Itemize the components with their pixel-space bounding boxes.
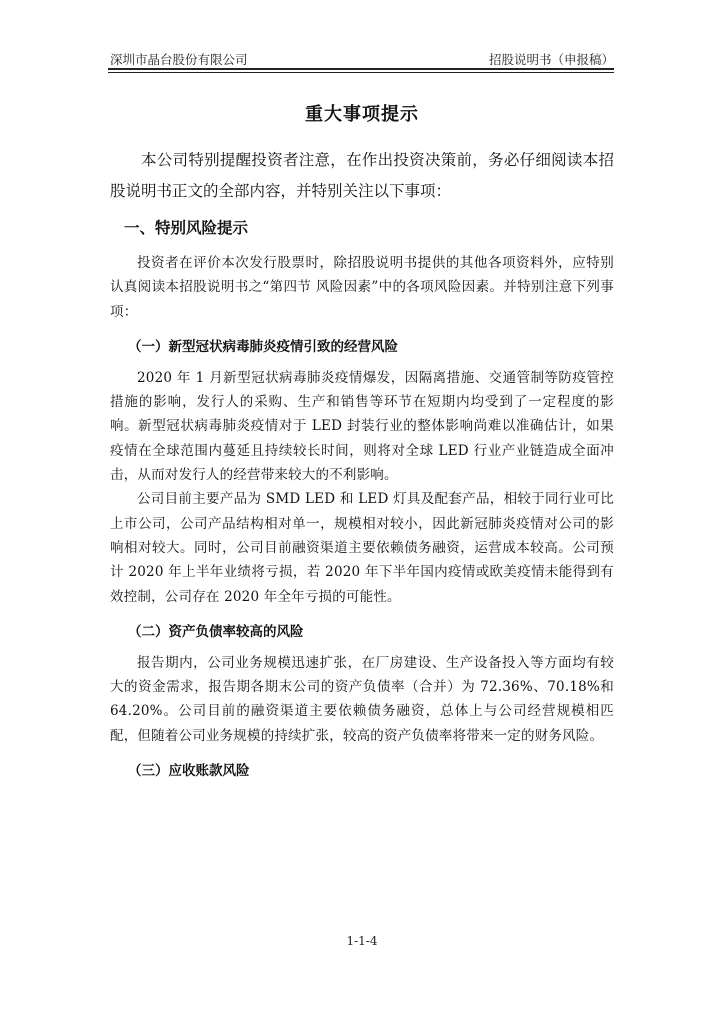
header-rule-thin <box>108 72 614 73</box>
page-content <box>110 102 614 790</box>
header-rule-thick <box>108 68 614 70</box>
intro-paragraph: 本公司特别提醒投资者注意，在作出投资决策前，务必仔细阅读本招股说明书正文的全部内容，并特别关注以下事项： <box>110 151 614 200</box>
risk-heading-debt-ratio: （二）资产负债率较高的风险 <box>128 623 304 640</box>
risk-covid-paragraph-1: 2020 年 1 月新型冠状病毒肺炎疫情爆发，因隔离措施、交通管制等防疫管控措施的影响，发行人的采购、生产和销售等环节在短期内均受到了一定程度的影响。新型冠状病毒肺炎疫情对于 LED 封装行业的整体影响尚难以准确估计，如果疫情在全球范围内蔓延且持续较长时间，则将对全球 LED 行业产业链造成全面冲击，从而对发行人的经营带来较大的不利影响。 <box>110 369 614 484</box>
section-heading-special-risks: 一、特别风险提示 <box>124 219 249 237</box>
page-number: 1-1-4 <box>346 934 378 948</box>
header-document-type: 招股说明书（申报稿） <box>488 52 614 67</box>
risk-heading-covid: （一）新型冠状病毒肺炎疫情引致的经营风险 <box>128 338 398 355</box>
page-title: 重大事项提示 <box>305 104 419 125</box>
header-company-name: 深圳市晶台股份有限公司 <box>110 52 248 67</box>
risk-debt-ratio-paragraph: 报告期内，公司业务规模迅速扩张，在厂房建设、生产设备投入等方面均有较大的资金需求，报告期各期末公司的资产负债率（合并）为 72.36%、70.18%和 64.20%。公司目前的融资渠道主要依赖债务融资，总体上与公司经营规模相匹配，但随着公司业务规模的持续扩张，较高的资产负债率将带来一定的财务风险。 <box>110 654 614 744</box>
section-intro-paragraph: 投资者在评价本次发行股票时，除招股说明书提供的其他各项资料外，应特别认真阅读本招股说明书之“第四节 风险因素”中的各项风险因素。并特别注意下列事项： <box>110 255 614 320</box>
risk-covid-paragraph-2: 公司目前主要产品为 SMD LED 和 LED 灯具及配套产品，相较于同行业可比上市公司，公司产品结构相对单一，规模相对较小，因此新冠肺炎疫情对公司的影响相对较大。同时，公司目前融资渠道主要依赖债务融资，运营成本较高。公司预计 2020 年上半年业绩将亏损，若 2020 年下半年国内疫情或欧美疫情未能得到有效控制，公司存在 2020 年全年亏损的可能性。 <box>110 491 614 605</box>
page-header <box>108 50 614 68</box>
risk-heading-receivables: （三）应收账款风险 <box>128 763 250 780</box>
